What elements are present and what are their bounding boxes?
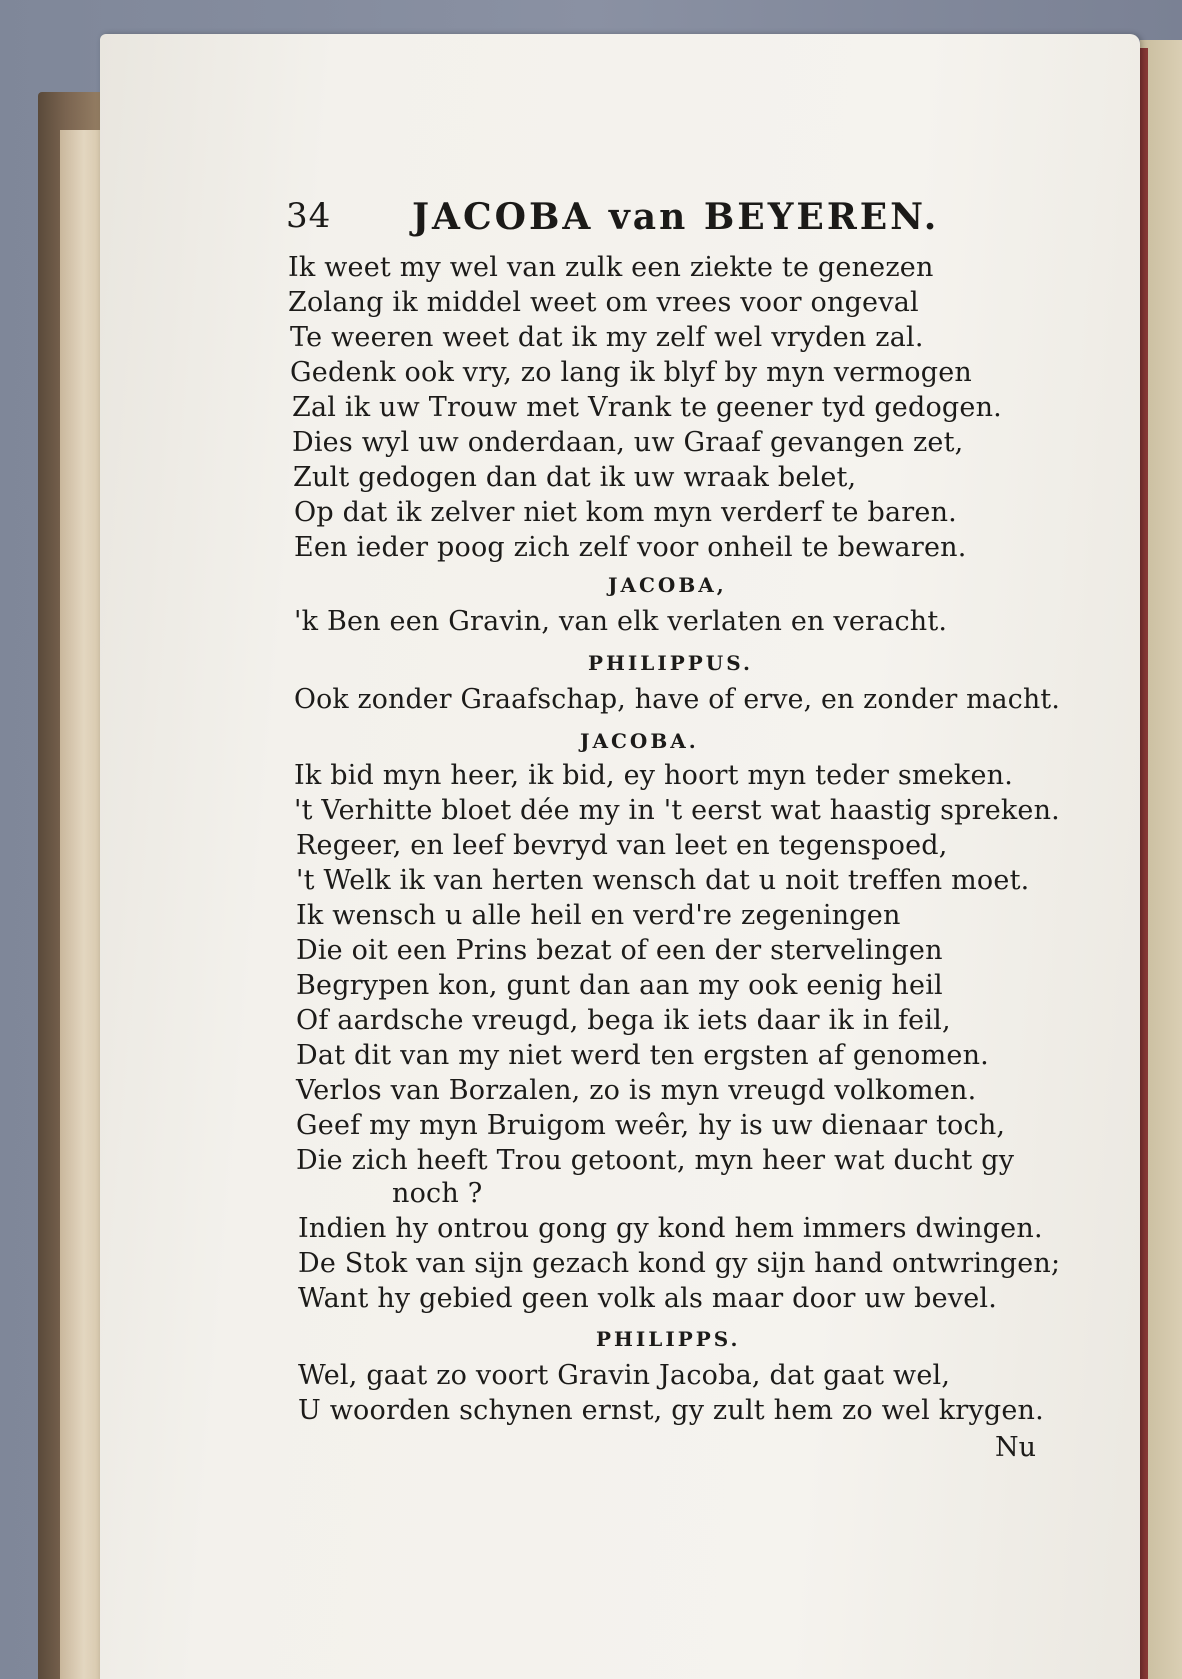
verse-line: Die oit een Prins bezat of een der stervelingen	[296, 935, 943, 966]
verse-line: Te weeren weet dat ik my zelf wel vryden zal.	[290, 322, 924, 353]
page-number: 34	[286, 196, 332, 236]
verse-line: Ik wensch u alle heil en verd're zegeningen	[296, 900, 901, 931]
verse-line: Want hy gebied geen volk als maar door uw bevel.	[298, 1283, 998, 1314]
verse-line: Gedenk ook vry, zo lang ik blyf by myn vermogen	[290, 357, 972, 388]
verse-line: Ook zonder Graafschap, have of erve, en zonder macht.	[294, 684, 1061, 715]
turnover-line: noch ?	[392, 1178, 483, 1209]
verse-line: 't Welk ik van herten wensch dat u noit treffen moet.	[296, 865, 1030, 896]
running-head: JACOBA van BEYEREN.	[412, 196, 940, 238]
page-header	[190, 196, 1100, 256]
verse-line: Zal ik uw Trouw met Vrank te geener tyd gedogen.	[292, 392, 1002, 423]
page-block-edge	[60, 130, 100, 1679]
verse-line: Geef my myn Bruigom weêr, hy is uw dienaar toch,	[296, 1110, 1006, 1141]
verse-line: 'k Ben een Gravin, van elk verlaten en veracht.	[294, 606, 948, 637]
verse-line: Begrypen kon, gunt dan aan my ook eenig heil	[296, 970, 943, 1001]
verse-line: Zult gedogen dan dat ik uw wraak belet,	[293, 462, 857, 493]
speaker-label: PHILIPPS.	[596, 1327, 741, 1351]
speaker-label: PHILIPPUS.	[588, 651, 753, 675]
verse-line: U woorden schynen ernst, gy zult hem zo wel krygen.	[298, 1395, 1044, 1426]
verse-line: Of aardsche vreugd, bega ik iets daar ik in feil,	[296, 1005, 951, 1036]
verse-line: Op dat ik zelver niet kom myn verderf te baren.	[294, 497, 957, 528]
verse-line: 't Verhitte bloet dée my in 't eerst wat haastig spreken.	[294, 795, 1060, 826]
verse-line: Wel, gaat zo voort Gravin Jacoba, dat gaat wel,	[298, 1360, 951, 1391]
verse-line: De Stok van sijn gezach kond gy sijn hand ontwringen;	[298, 1248, 1061, 1279]
verse-line: Die zich heeft Trou getoont, myn heer wat ducht gy	[296, 1145, 1015, 1176]
verse-line: Ik bid myn heer, ik bid, ey hoort myn teder smeken.	[294, 760, 1014, 791]
verse-line: Verlos van Borzalen, zo is myn vreugd volkomen.	[296, 1075, 977, 1106]
speaker-label: JACOBA,	[608, 573, 727, 597]
verse-line: Indien hy ontrou gong gy kond hem immers dwingen.	[298, 1213, 1043, 1244]
verse-line: Dat dit van my niet werd ten ergsten af genomen.	[296, 1040, 989, 1071]
verse-line: Dies wyl uw onderdaan, uw Graaf gevangen zet,	[292, 427, 964, 458]
verse-line: Regeer, en leef bevryd van leet en tegenspoed,	[296, 830, 948, 861]
speaker-label: JACOBA.	[580, 729, 699, 753]
verse-line: Ik weet my wel van zulk een ziekte te genezen	[288, 252, 934, 283]
verse-line: Een ieder poog zich zelf voor onheil te bewaren.	[294, 532, 967, 563]
catchword: Nu	[995, 1432, 1037, 1463]
verse-line: Zolang ik middel weet om vrees voor ongeval	[288, 287, 919, 318]
